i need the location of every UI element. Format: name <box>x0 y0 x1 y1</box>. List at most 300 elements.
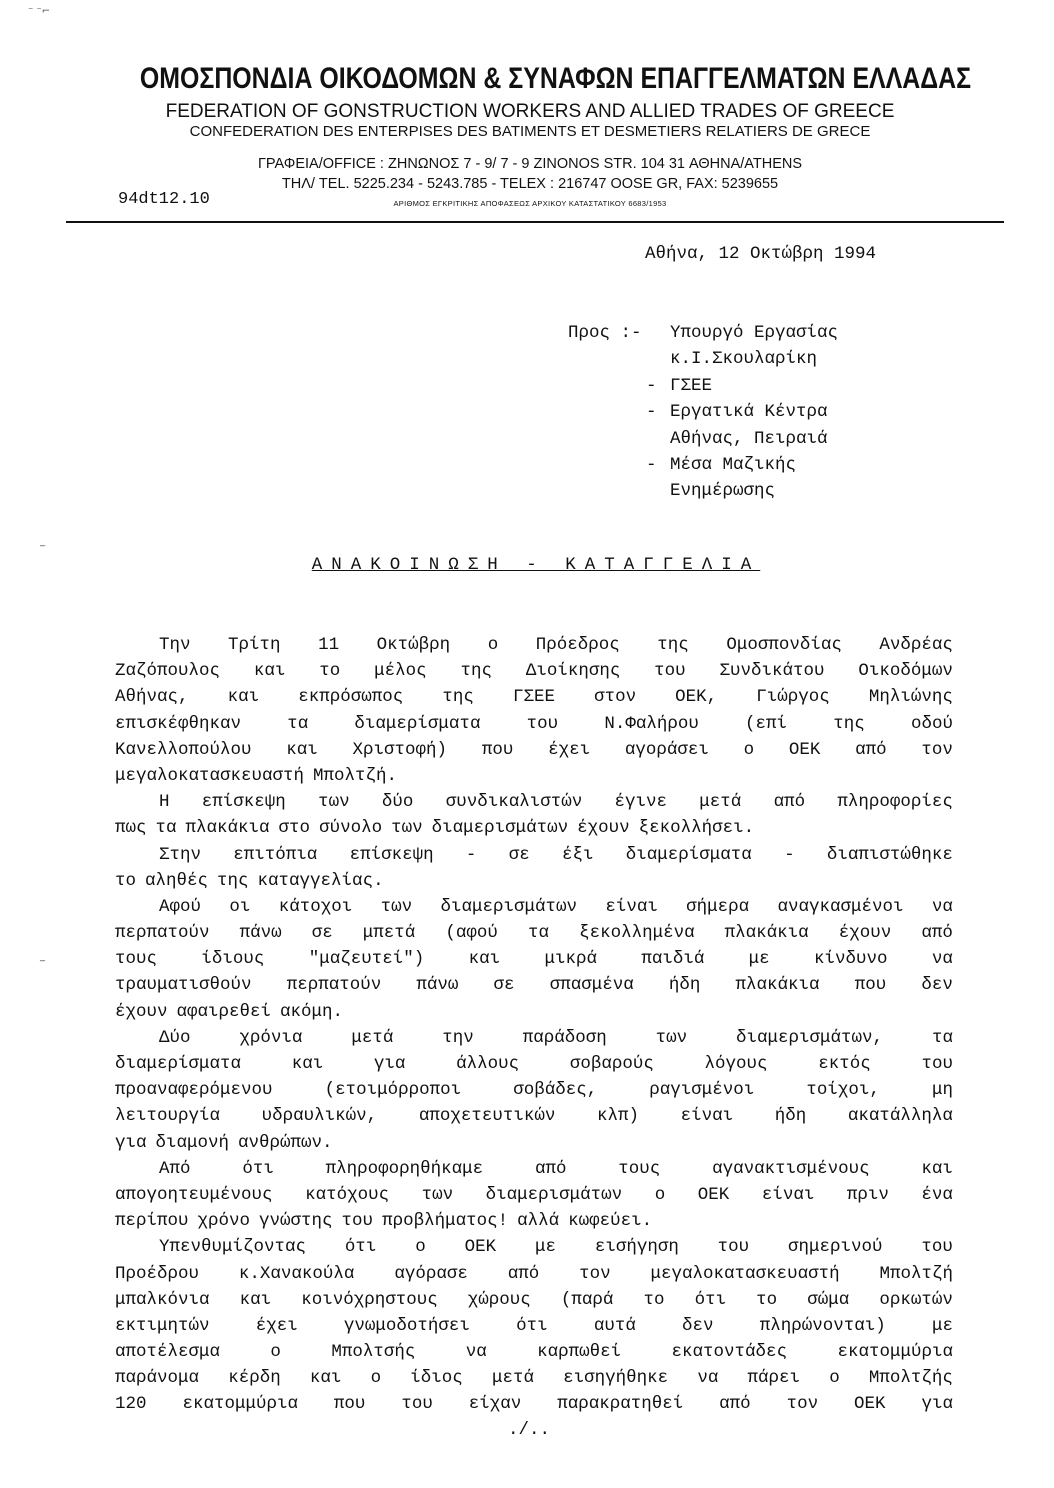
body-word: εκτιμητών <box>115 1315 210 1336</box>
contact-numbers: ΤΗΛ/ TEL. 5225.234 - 5243.785 - TELEX : 216747 OOSE GR, FAX: 5239655 <box>281 176 779 192</box>
body-word: έχει <box>255 1315 298 1336</box>
body-word: Συνδικάτου <box>719 661 825 682</box>
body-word: (παρά <box>560 1289 614 1310</box>
body-word: με <box>931 1315 953 1336</box>
body-word: Από <box>159 1158 191 1179</box>
body-word: πάρει <box>747 1368 801 1389</box>
body-word: Ν.Φαλήρου <box>604 713 699 734</box>
body-word: έχουν <box>577 818 630 839</box>
body-word: και <box>253 661 286 682</box>
body-line <box>115 894 953 920</box>
body-word: Την <box>159 635 191 655</box>
body-word: ότι <box>694 1289 727 1310</box>
body-word: πλακάκια <box>735 975 820 996</box>
body-line <box>115 632 953 658</box>
body-word: τα <box>931 1027 953 1048</box>
body-word: ίδιος <box>410 1368 463 1389</box>
body-line <box>115 999 953 1025</box>
body-word: Ανδρέας <box>879 635 953 655</box>
body-word: για <box>115 1132 147 1153</box>
body-word: για <box>921 1394 953 1415</box>
body-word: στο <box>278 818 311 839</box>
body-word: κοινόχρηστους <box>301 1289 438 1310</box>
recipient-line <box>568 399 988 425</box>
body-word: πληροφορίες <box>837 792 953 813</box>
recipient-line <box>568 346 988 372</box>
body-word: που <box>481 739 514 760</box>
recipient-dash <box>646 320 670 346</box>
body-word: της <box>460 661 492 682</box>
body-word: παράδοση <box>522 1027 607 1048</box>
body-word: υδραυλικών, <box>261 1106 378 1127</box>
body-word: κατόχους <box>305 1184 390 1205</box>
scan-speck: ‾ <box>40 545 45 556</box>
body-word: είναι <box>605 896 658 917</box>
body-word: περπατούν <box>115 923 210 944</box>
body-word: πάνω <box>239 923 282 944</box>
body-word: γνώστης <box>259 1211 333 1232</box>
body-word: μετά <box>491 1368 534 1389</box>
document-heading: ΑΝΑΚΟΙΝΩΣΗ - ΚΑΤΑΓΓΕΛΙΑ <box>311 555 761 575</box>
body-word: πληροφορηθήκαμε <box>325 1158 484 1179</box>
body-line <box>115 711 953 737</box>
body-word: αλλά <box>517 1211 560 1232</box>
body-word: αφαιρεθεί <box>176 1001 272 1022</box>
body-word: γνωμοδοτήσει <box>343 1315 470 1336</box>
body-word: ότι <box>344 1237 377 1258</box>
recipient-dash <box>646 346 670 372</box>
body-word: ξεκολλήσει. <box>638 818 755 839</box>
body-word: εκατομμύρια <box>182 1394 298 1415</box>
body-word: το <box>643 1289 665 1310</box>
body-word: σημερινού <box>788 1237 883 1258</box>
letterhead-rule <box>66 221 1004 223</box>
body-word: ότι <box>242 1158 274 1179</box>
body-word: καταγγελίας. <box>257 870 384 891</box>
body-word: κ.Χανακούλα <box>238 1263 355 1284</box>
body-word: διαμονή <box>155 1132 230 1153</box>
recipient-dash: - <box>646 375 657 396</box>
body-word: από <box>921 923 953 944</box>
body-word: μετά <box>351 1027 394 1048</box>
body-word: τραυματισθούν <box>115 975 252 996</box>
body-word: διαπιστώθηκε <box>826 844 953 865</box>
body-word: των <box>421 1184 454 1205</box>
body-word: για <box>373 1054 406 1074</box>
body-line <box>115 1234 953 1260</box>
recipient-name: ΓΣΕΕ <box>670 375 713 396</box>
body-word: χρόνο <box>197 1211 251 1232</box>
body-word: πλακάκια <box>185 818 270 839</box>
body-line <box>115 1182 953 1208</box>
body-word: του <box>341 1211 374 1232</box>
body-word: τον <box>786 1394 819 1415</box>
body-word: αγανακτισμένους <box>712 1158 870 1179</box>
body-word: της <box>657 635 689 655</box>
recipient-lead <box>568 346 646 372</box>
body-word: έχει <box>548 739 591 760</box>
body-word: να <box>931 896 953 917</box>
body-word: παιδιά <box>641 949 705 970</box>
body-word: επιτόπια <box>233 844 318 865</box>
page-continuation-mark: ./.. <box>508 1420 551 1440</box>
body-word: Οκτώβρη <box>376 635 451 655</box>
body-word: να <box>697 1368 719 1389</box>
body-word: μετά <box>699 792 742 813</box>
recipient-lead <box>568 373 646 399</box>
body-word: σοβαρούς <box>569 1054 654 1074</box>
recipient-name: Εργατικά Κέντρα <box>670 402 828 423</box>
body-word: μικρά <box>544 949 597 970</box>
recipient-lead <box>568 478 646 504</box>
body-word: Πρόεδρος <box>535 635 620 655</box>
body-word: αποχετευτικών <box>418 1106 556 1127</box>
body-word: και <box>239 1289 272 1310</box>
body-word: εκατομμύρια <box>837 1342 953 1363</box>
body-word: τα <box>527 923 549 944</box>
body-word: άλλους <box>456 1054 520 1074</box>
body-word: ο <box>743 739 755 760</box>
body-word: είναι <box>680 1106 734 1127</box>
recipient-dash: - <box>646 402 657 423</box>
body-word: των <box>380 896 413 917</box>
body-word: πάνω <box>416 975 459 996</box>
body-word: της <box>833 713 865 734</box>
body-word: διαμερισμάτων <box>440 896 577 917</box>
document-reference: 94dt12.10 <box>118 190 210 209</box>
body-word: το <box>115 870 137 891</box>
body-word: πλακάκια <box>724 923 809 944</box>
body-word: οδού <box>910 713 953 734</box>
body-word: χρόνια <box>239 1027 303 1048</box>
body-word: έχουν <box>838 923 892 944</box>
body-word: απογοητευμένους <box>115 1184 273 1205</box>
body-word: λειτουργία <box>115 1106 221 1127</box>
recipient-line <box>568 373 988 399</box>
body-word: 120 <box>115 1394 147 1415</box>
body-word: από <box>507 1263 540 1284</box>
body-word: τα <box>155 818 177 839</box>
body-word: Μπολτζή. <box>313 765 398 786</box>
body-word: του <box>717 1237 750 1258</box>
body-word: οι <box>229 896 251 917</box>
recipient-lead: Προς :- <box>568 323 642 343</box>
body-word: σε <box>493 975 515 996</box>
body-word: σε <box>311 923 333 944</box>
body-word: ΟΕΚ <box>854 1394 886 1415</box>
body-word: συνδικαλιστών <box>445 792 583 813</box>
scan-speck: ‾ <box>40 960 45 971</box>
letterhead <box>60 60 1000 209</box>
body-word: παράνομα <box>115 1368 200 1389</box>
body-word: από <box>534 1158 567 1179</box>
body-word: είναι <box>761 1184 815 1205</box>
body-word: επισκέφθηκαν <box>115 713 242 734</box>
body-word: πριν <box>846 1184 889 1205</box>
body-word: και <box>227 687 260 708</box>
body-word: Προέδρου <box>115 1263 200 1284</box>
body-word: Η <box>159 792 170 813</box>
body-word: λόγους <box>704 1054 768 1074</box>
body-line <box>115 763 953 789</box>
body-line <box>115 1077 953 1103</box>
body-word: των <box>391 818 423 839</box>
body-word: τους <box>618 1158 661 1179</box>
body-word: κέρδη <box>228 1368 281 1389</box>
body-word: προβλήματος! <box>382 1211 509 1232</box>
body-word: ξεκολλημένα <box>579 923 695 944</box>
body-word: ίδιους <box>201 949 265 970</box>
body-word: τον <box>921 739 953 760</box>
body-word: τοίχοι, <box>806 1080 880 1101</box>
body-word: αναγκασμένοι <box>777 896 904 917</box>
recipients-block <box>568 320 988 505</box>
body-word: εισηγήθηκε <box>563 1368 669 1389</box>
body-word: από <box>855 739 887 760</box>
body-word: ΟΕΚ <box>464 1237 497 1258</box>
body-word: του <box>401 1394 433 1415</box>
body-line <box>115 1051 953 1077</box>
body-word: και <box>286 739 318 760</box>
body-word: των <box>655 1027 688 1048</box>
body-word: Αφού <box>159 896 202 917</box>
body-word: ο <box>829 1368 840 1389</box>
recipient-line <box>568 452 988 478</box>
body-word: - <box>465 844 477 865</box>
body-word: Υπενθυμίζοντας <box>159 1237 307 1258</box>
body-word: Γιώργος <box>756 687 830 708</box>
body-word: πως <box>115 818 147 839</box>
body-line <box>115 1339 953 1365</box>
body-word: προαναφερόμενου <box>115 1080 273 1101</box>
body-word: διαμερίσματα <box>354 713 481 734</box>
body-word: αγόρασε <box>394 1263 468 1284</box>
recipient-line <box>568 320 988 346</box>
body-word: (αφού <box>445 923 498 944</box>
body-word: (ετοιμόρροποι <box>324 1080 462 1101</box>
recipient-name: Μέσα Μαζικής <box>670 455 797 476</box>
body-word: εκατοντάδες <box>671 1342 788 1363</box>
body-word: και <box>309 1368 342 1389</box>
body-word: εκτός <box>818 1054 871 1074</box>
body-word: κωφεύει. <box>568 1211 653 1232</box>
body-word: Χριστοφή) <box>352 739 448 760</box>
body-word: που <box>333 1394 366 1415</box>
body-word: διαμερισμάτων <box>431 818 569 839</box>
body-word: Ομοσπονδίας <box>726 635 842 655</box>
body-word: περπατούν <box>286 975 382 996</box>
body-word: σε <box>508 844 530 865</box>
body-word: Μπολτζής <box>868 1368 953 1389</box>
body-word: Μηλιώνης <box>868 687 953 708</box>
body-word: Ζαζόπουλος <box>115 661 221 682</box>
body-word: της <box>217 870 249 891</box>
recipient-name: κ.Ι.Σκουλαρίκη <box>670 349 818 370</box>
body-word: έγινε <box>614 792 668 813</box>
body-word: ΟΕΚ, <box>675 687 718 708</box>
organization-name-english: FEDERATION OF GONSTRUCTION WORKERS AND ALLIED TRADES OF GREECE <box>165 101 895 122</box>
body-line <box>115 1365 953 1391</box>
body-word: μη <box>931 1080 953 1101</box>
body-word: εκπρόσωπος <box>298 687 404 708</box>
body-word: εισήγηση <box>594 1237 679 1258</box>
body-word: ο <box>370 1368 382 1389</box>
body-word: έξι <box>561 844 594 865</box>
statute-decree: ΑΡΙΘΜΟΣ ΕΓΚΡΙΤΙΚΗΣ ΑΠΟΦΑΣΕΩΣ ΑΡΧΙΚΟΥ ΚΑΤΑΣΤΑΤΙΚΟΥ 6683/1953 <box>393 199 667 208</box>
body-word: Μπολτσής <box>331 1342 416 1363</box>
body-word: ανθρώπων. <box>238 1132 333 1153</box>
body-word: καρπωθεί <box>537 1342 622 1363</box>
body-word: αληθές <box>145 870 209 891</box>
body-line <box>115 815 953 841</box>
body-line <box>115 789 953 815</box>
body-word: - <box>784 844 795 865</box>
recipient-name: Ενημέρωσης <box>670 481 776 502</box>
recipient-dash: - <box>646 455 657 476</box>
recipient-dash <box>646 478 670 504</box>
body-word: διαμερισμάτων <box>485 1184 623 1205</box>
body-word: ορκωτών <box>879 1289 953 1310</box>
body-word: τον <box>579 1263 611 1284</box>
body-word: περίπου <box>115 1211 189 1232</box>
body-word: επίσκεψη <box>349 844 434 865</box>
body-word: από <box>719 1394 751 1415</box>
body-word: σύνολο <box>319 818 383 839</box>
recipient-dash <box>646 426 670 452</box>
body-word: αγοράσει <box>624 739 709 760</box>
body-line <box>115 868 953 894</box>
body-word: ο <box>654 1184 666 1205</box>
body-word: Οικοδόμων <box>858 661 953 682</box>
body-word: ο <box>415 1237 426 1258</box>
body-word: ακατάλληλα <box>847 1106 953 1127</box>
body-word: σπασμένα <box>549 975 634 996</box>
body-line <box>115 1130 953 1156</box>
body-word: είχαν <box>468 1394 522 1415</box>
body-line <box>115 972 953 998</box>
office-address: ΓΡΑΦΕΙΑ/OFFICE : ΖΗΝΩΝΟΣ 7 - 9/ 7 - 9 ZINONOS STR. 104 31 ΑΘΗΝΑ/ATHENS <box>257 156 803 172</box>
body-word: κίνδυνο <box>814 949 888 970</box>
body-word: ΟΕΚ <box>697 1184 730 1205</box>
body-word: σοβάδες, <box>513 1080 598 1101</box>
body-line <box>115 1287 953 1313</box>
body-word: Κανελλοπούλου <box>115 739 252 760</box>
body-word: και <box>291 1054 324 1074</box>
body-word: αποτέλεσμα <box>115 1342 221 1363</box>
body-line <box>115 1313 953 1339</box>
recipient-line <box>568 426 988 452</box>
body-word: μπαλκόνια <box>115 1289 210 1310</box>
body-word: Μπολτζή <box>879 1263 953 1284</box>
scan-speck: ⁻ ⁻⌐ <box>28 6 51 17</box>
recipient-line <box>568 478 988 504</box>
recipient-name: Υπουργό Εργασίας <box>670 323 839 343</box>
body-word: 11 <box>318 635 340 655</box>
recipient-lead <box>568 426 646 452</box>
body-word: των <box>318 792 350 813</box>
body-word: Τρίτη <box>228 635 281 655</box>
body-word: ένα <box>921 1184 953 1205</box>
body-word: να <box>465 1342 487 1363</box>
body-word: Αθήνας, <box>115 687 189 708</box>
body-word: Στην <box>159 844 202 865</box>
body-word: χώρους <box>467 1289 531 1310</box>
body-word: διαμερισμάτων, <box>736 1027 884 1048</box>
body-word: κάτοχοι <box>278 896 353 917</box>
body-word: Διοίκησης <box>525 661 621 682</box>
body-word: ότι <box>516 1315 548 1336</box>
body-word: ακόμη. <box>280 1001 344 1022</box>
body-line <box>115 1261 953 1287</box>
body-word: του <box>921 1054 953 1074</box>
body-word: ήδη <box>774 1106 807 1127</box>
body-line <box>115 842 953 868</box>
body-word: δεν <box>921 975 953 996</box>
body-word: τους <box>115 949 158 970</box>
body-word: της <box>442 687 474 708</box>
body-word: ΟΕΚ <box>788 739 821 760</box>
organization-name-french: CONFEDERATION DES ENTERPISES DES BATIMENTS ET DESMETIERS RELATIERS DE GRECE <box>189 123 871 140</box>
recipient-lead <box>568 452 646 478</box>
body-line <box>115 1391 953 1417</box>
body-word: μπετά <box>362 923 416 944</box>
body-word: να <box>931 949 953 970</box>
body-word: δύο <box>381 792 414 813</box>
letter-date: Αθήνα, 12 Οκτώβρη 1994 <box>645 244 877 264</box>
body-word: διαμερίσματα <box>625 844 752 865</box>
body-line <box>115 684 953 710</box>
body-word: και <box>468 949 501 970</box>
body-line <box>115 1208 953 1234</box>
body-word: δεν <box>682 1315 714 1336</box>
body-word: και <box>921 1158 953 1179</box>
body-word: του <box>654 661 686 682</box>
body-word: αυτά <box>593 1315 636 1336</box>
body-word: ΓΣΕΕ <box>512 687 555 708</box>
body-word: παρακρατηθεί <box>557 1394 684 1415</box>
body-line <box>115 920 953 946</box>
body-word: του <box>526 713 559 734</box>
body-word: με <box>748 949 770 970</box>
body-word: με <box>534 1237 556 1258</box>
body-word: Δύο <box>159 1027 191 1048</box>
body-word: πληρώνονται) <box>759 1315 886 1336</box>
body-word: μέλος <box>374 661 427 682</box>
body-word: κλπ) <box>596 1106 639 1127</box>
organization-name-greek: ΟΜΟΣΠΟΝΔΙΑ ΟΙΚΟΔΟΜΩΝ & ΣΥΝΑΦΩΝ ΕΠΑΓΓΕΛΜΑΤΩΝ ΕΛΛΑΔΑΣ <box>139 62 972 95</box>
letter-body <box>115 632 953 1418</box>
body-word: διαμερίσματα <box>115 1054 242 1074</box>
body-line <box>115 1156 953 1182</box>
body-word: τα <box>287 713 309 734</box>
body-line <box>115 737 953 763</box>
body-word: επίσκεψη <box>201 792 286 813</box>
body-line <box>115 1025 953 1051</box>
recipient-lead <box>568 399 646 425</box>
body-word: (επί <box>745 713 788 734</box>
body-word: το <box>756 1289 778 1310</box>
body-word: ο <box>270 1342 281 1363</box>
body-word: την <box>442 1027 474 1048</box>
body-line <box>115 1103 953 1129</box>
body-word: έχουν <box>115 1001 168 1022</box>
body-word: σώμα <box>807 1289 850 1310</box>
body-word: το <box>319 661 341 682</box>
body-word: ραγισμένοι <box>649 1080 755 1101</box>
recipient-name: Αθήνας, Πειραιά <box>670 428 828 449</box>
body-word: στον <box>594 687 637 708</box>
body-word: μεγαλοκατασκευαστή <box>115 765 305 786</box>
